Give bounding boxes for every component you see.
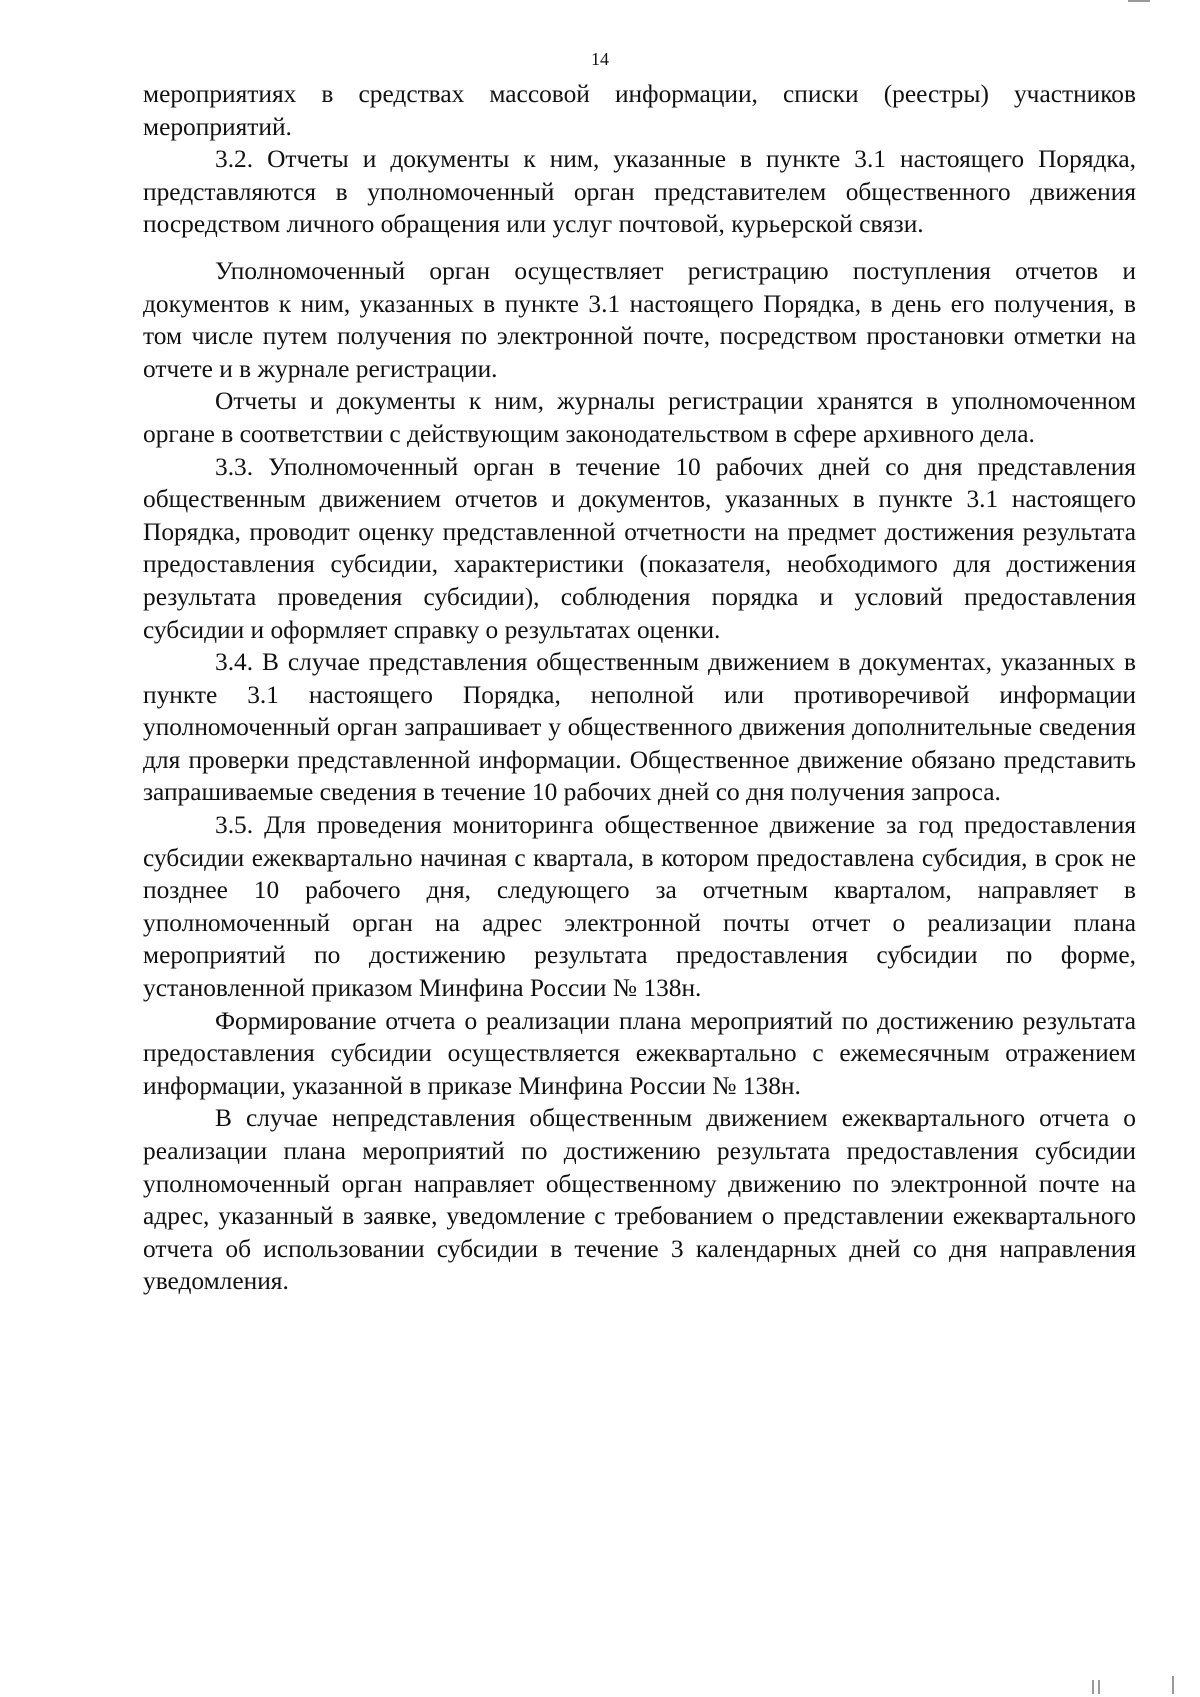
page-number: 14 (591, 49, 609, 69)
paragraph-3-5: 3.5. Для проведения мониторинга общественное движение за год предоставления субсидии ежеквартально начиная с квартала, в котором предоставлена субсидия, в срок не позднее 10 рабочего дня, следующего за отчетным кварталом, направляет в уполномоченный орган на адрес электронной почты отчет о реализации плана мероприятий по достижению результата предоставления субсидии по форме, установленной приказом Минфина России № 138н. (143, 811, 1136, 1003)
paragraph-3-4: 3.4. В случае представления общественным движением в документах, указанных в пункте 3.1 настоящего Порядка, неполной или противоречивой информации уполномоченный орган запрашивает у общественного движения дополнительные сведения для проверки представленной информации. Общественное движение обязано представить запрашиваемые сведения в течение 10 рабочих дней со дня получения запроса. (143, 648, 1136, 807)
paragraph-report-forming: Формирование отчета о реализации плана мероприятий по достижению результата предоставления субсидии осуществляется ежеквартально с ежемесячным отражением информации, указанной в приказе Минфина России № 138н. (143, 1006, 1136, 1100)
paragraph-continuation: мероприятиях в средствах массовой информации, списки (реестры) участников мероприятий. (143, 80, 1136, 141)
document-body (143, 78, 1136, 1298)
paragraph-storage: Отчеты и документы к ним, журналы регистрации хранятся в уполномоченном органе в соответствии с действующим законодательством в сфере архивного дела. (143, 387, 1136, 448)
scan-edge-mark-bottom-2 (1098, 1680, 1100, 1694)
paragraph-registration: Уполномоченный орган осуществляет регистрацию поступления отчетов и документов к ним, указанных в пункте 3.1 настоящего Порядка, в день его получения, в том числе путем получения по электронной почте, посредством простановки отметки на отчете и в журнале регистрации. (143, 256, 1136, 383)
scan-edge-mark-bottom-1 (1092, 1680, 1094, 1694)
paragraph-non-submission: В случае непредставления общественным движением ежеквартального отчета о реализации плана мероприятий по достижению результата предоставления субсидии уполномоченный орган направляет общественному движению по электронной почте на адрес, указанный в заявке, уведомление с требованием о представлении ежеквартального отчета об использовании субсидии в течение 3 календарных дней со дня направления уведомления. (143, 1104, 1136, 1296)
scan-edge-mark-top (1128, 0, 1150, 2)
paragraph-3-2: 3.2. Отчеты и документы к ним, указанные в пункте 3.1 настоящего Порядка, представляются в уполномоченный орган представителем общественного движения посредством личного обращения или услуг почтовой, курьерской связи. (143, 145, 1136, 239)
scan-edge-mark-bottom-3 (1172, 1676, 1174, 1694)
paragraph-3-3: 3.3. Уполномоченный орган в течение 10 рабочих дней со дня представления общественным движением отчетов и документов, указанных в пункте 3.1 настоящего Порядка, проводит оценку представленной отчетности на предмет достижения результата предоставления субсидии, характеристики (показателя, необходимого для достижения результата проведения субсидии), соблюдения порядка и условий предоставления субсидии и оформляет справку о результатах оценки. (143, 452, 1136, 644)
